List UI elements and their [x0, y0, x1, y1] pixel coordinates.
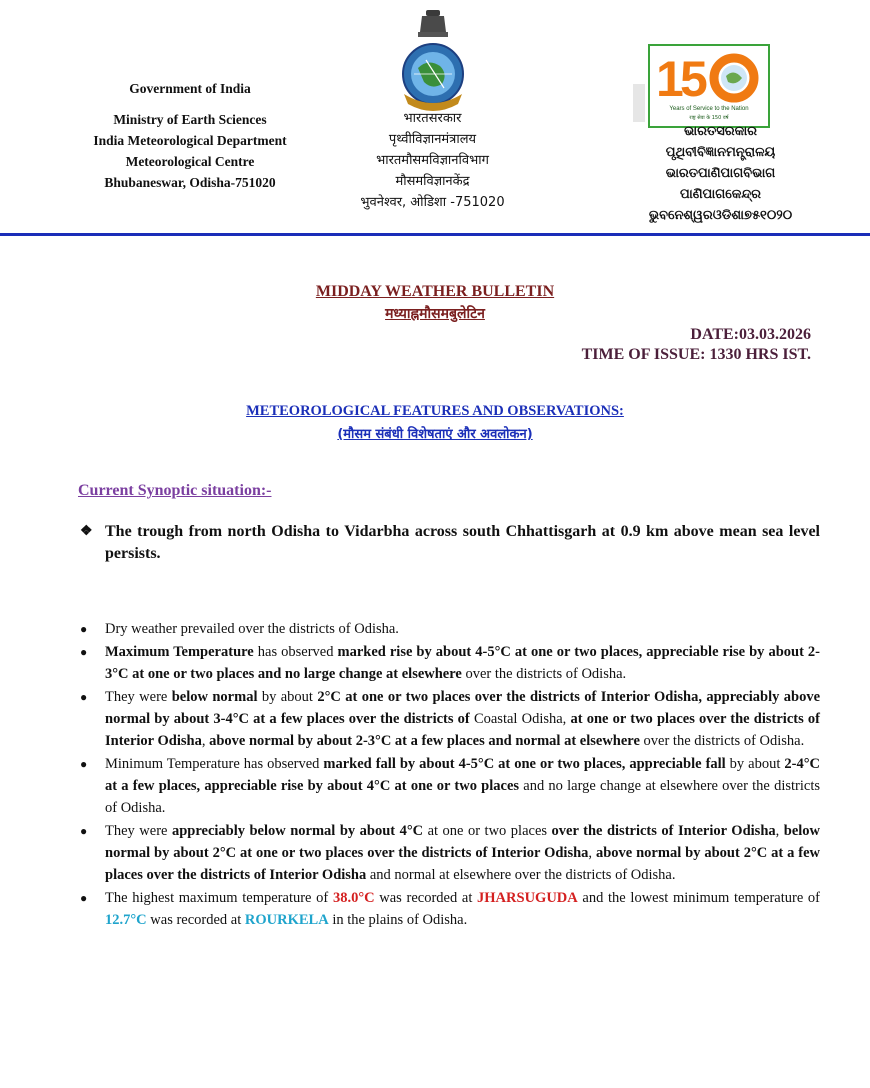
- observation-text: above normal by about 2°C at a few places over the districts of Interior Odisha: [105, 845, 821, 883]
- svg-text:1: 1: [656, 51, 684, 107]
- bulletin-date: DATE:03.03.2026: [690, 326, 811, 343]
- observation-text: below normal: [171, 689, 258, 705]
- imd-150-years-logo: [648, 44, 770, 128]
- observation-text: below normal by about 2°C at one or two places over the districts of Interior Odisha: [105, 823, 821, 861]
- logo-shadow: [633, 84, 645, 122]
- svg-text:5: 5: [680, 51, 708, 107]
- observation-text: 38.0°C: [332, 890, 375, 906]
- observation-text: by about: [257, 689, 318, 705]
- observation-text: at one or two places: [423, 823, 552, 839]
- observation-text: Dry weather prevailed over the districts of Odisha.: [105, 621, 399, 637]
- centre-label: Meteorological Centre: [125, 154, 255, 169]
- observation-text: over the districts of Interior Odisha: [551, 823, 776, 839]
- national-emblem-icon: [398, 8, 468, 112]
- observation-text: in the plains of Odisha.: [328, 912, 468, 928]
- observation-text: 12.7°C: [105, 912, 147, 928]
- observation-text: ,: [588, 845, 596, 861]
- header-english: [60, 78, 320, 193]
- features-title-hindi: (मौसम संबंधी विशेषताएं और अवलोकन): [337, 427, 533, 442]
- observation-item: [78, 753, 820, 819]
- synoptic-text: The trough from north Odisha to Vidarbha across south Chhattisgarh at 0.9 km above mean sea level persists.: [105, 523, 820, 562]
- diamond-bullet-icon: ❖: [80, 524, 93, 539]
- time-of-issue: TIME OF ISSUE: 1330 HRS IST.: [581, 346, 811, 363]
- odia-line-3: ଭାରତପାଣିପାଗବିଭାଗ: [665, 166, 776, 181]
- observation-text: over the districts of Odisha.: [639, 733, 805, 749]
- header-odia: [638, 121, 803, 226]
- observations-list: [78, 618, 820, 932]
- odia-line-1: ଭାରତସରକାର: [683, 124, 758, 139]
- odia-line-5: ଭୁବନେଶ୍ୱରଓଡିଶା୭୫୧୦୨୦: [648, 208, 793, 223]
- observation-text: by about: [725, 756, 785, 772]
- observation-text: The highest maximum temperature of: [105, 890, 333, 906]
- observation-text: marked fall by about 4-5°C at one or two places, appreciable fall: [323, 756, 726, 772]
- observation-text: over the districts of Odisha.: [461, 666, 627, 682]
- bullet-icon: ●: [80, 690, 88, 704]
- observation-item: [78, 641, 820, 685]
- logo-tagline-hi: राष्ट्र सेवा के 150 वर्ष: [689, 115, 729, 121]
- observation-text: at one or two places over the districts of Interior Odisha: [105, 711, 820, 749]
- logo-tagline: Years of Service to the Nation: [669, 106, 749, 112]
- address-label: Bhubaneswar, Odisha-751020: [104, 175, 276, 190]
- hindi-line-4: मौसमविज्ञानकेंद्र: [395, 174, 470, 189]
- observation-text: Minimum Temperature has observed: [105, 756, 324, 772]
- bulletin-title-hindi: मध्याह्नमौसमबुलेटिन: [385, 306, 485, 322]
- observation-text: has observed: [253, 644, 338, 660]
- observation-text: ROURKELA: [244, 912, 329, 928]
- hindi-line-1: भारतसरकार: [403, 111, 462, 126]
- ministry-label: Ministry of Earth Sciences: [113, 112, 267, 127]
- observation-text: Maximum Temperature: [105, 644, 254, 660]
- observation-text: marked rise by about 4-5°C at one or two places, appreciable rise by about 2-3°C at one or two places and no large change at elsewhere: [105, 644, 821, 682]
- hindi-line-2: पृथ्वीविज्ञानमंत्रालय: [388, 132, 477, 147]
- observation-text: ,: [775, 823, 784, 839]
- bullet-icon: ●: [80, 757, 88, 771]
- observation-text: appreciably below normal by about 4°C: [171, 823, 424, 839]
- observation-text: 2°C at one or two places over the districts of Interior Odisha, appreciably above normal by about 3-4°C at a few places over the districts of: [105, 689, 821, 727]
- synoptic-item: [80, 521, 820, 565]
- observation-text: and normal at elsewhere over the districts of Odisha.: [366, 867, 676, 883]
- observation-item: [78, 820, 820, 886]
- observation-text: above normal by about 2-3°C at a few places and normal at elsewhere: [209, 733, 640, 749]
- bullet-icon: ●: [80, 891, 88, 905]
- synoptic-heading: Current Synoptic situation:-: [78, 482, 272, 499]
- features-title: METEOROLOGICAL FEATURES AND OBSERVATIONS:: [246, 403, 624, 419]
- observation-text: They were: [105, 689, 172, 705]
- observation-text: was recorded at: [146, 912, 245, 928]
- header-divider: [0, 233, 870, 236]
- odia-line-4: ପାଣିପାଗକେନ୍ଦ୍ର: [680, 187, 761, 202]
- observation-text: 2-4°C at a few places, appreciable rise by about 4°C at one or two places: [105, 756, 820, 794]
- observation-text: and no large change at elsewhere over the districts of Odisha.: [105, 778, 820, 816]
- observation-item: [78, 618, 820, 640]
- observation-text: JHARSUGUDA: [477, 890, 578, 906]
- department-label: India Meteorological Department: [93, 133, 287, 148]
- observation-text: ,: [201, 733, 210, 749]
- observation-item: [78, 686, 820, 752]
- observation-text: Coastal Odisha,: [469, 711, 571, 727]
- bullet-icon: ●: [80, 645, 88, 659]
- odia-line-2: ପୃଥିବୀବିଜ୍ଞାନମନ୍ତ୍ରାଳୟ: [665, 145, 776, 160]
- observation-item: [78, 887, 820, 931]
- header-hindi: [345, 108, 520, 213]
- observation-text: and the lowest minimum temperature of: [577, 890, 821, 906]
- bullet-icon: ●: [80, 824, 88, 838]
- bullet-icon: ●: [80, 622, 88, 636]
- bulletin-title: MIDDAY WEATHER BULLETIN: [315, 283, 555, 300]
- hindi-line-5: भुवनेश्वर, ओडिशा -751020: [360, 195, 505, 210]
- hindi-line-3: भारतमौसमविज्ञानविभाग: [376, 153, 489, 168]
- observation-text: was recorded at: [374, 890, 478, 906]
- observation-text: They were: [105, 823, 172, 839]
- govt-label: Government of India: [129, 81, 251, 96]
